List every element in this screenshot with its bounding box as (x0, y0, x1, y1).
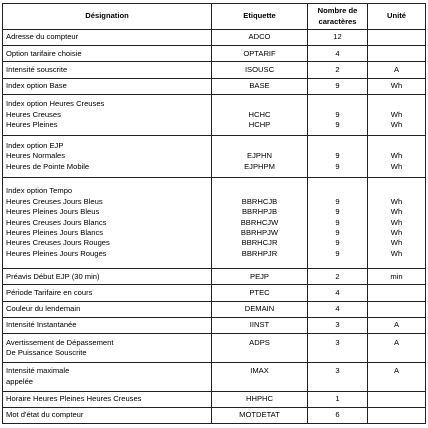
etiquette-cell (212, 62, 308, 78)
designation-cell-line: Préavis Début EJP (30 min) (6, 271, 100, 281)
designation-cell-line: Option tarifaire choisie (6, 48, 82, 58)
nombre-cell-line: 9 (335, 161, 340, 171)
nombre-cell-line: 3 (335, 366, 340, 376)
teleinfo-table (2, 3, 426, 424)
table-row (3, 285, 426, 301)
nombre-cell-line (311, 141, 364, 151)
etiquette-cell (212, 362, 308, 391)
nombre-cell-line: 1 (335, 393, 340, 403)
unite-cell (368, 136, 426, 177)
nombre-cell-line (311, 348, 364, 358)
etiquette-cell-line: PEJP (250, 271, 269, 281)
etiquette-cell-line: MOTDETAT (239, 410, 280, 420)
teleinfo-table-container (2, 3, 425, 424)
etiquette-cell-line: ADPS (249, 337, 270, 347)
unite-cell-line (371, 186, 422, 196)
designation-cell-line: Index option EJP (6, 140, 64, 150)
etiquette-cell-line: OPTARIF (243, 48, 276, 58)
designation-cell (3, 317, 212, 333)
unite-cell-line: A (393, 366, 400, 376)
unite-cell-line (371, 348, 422, 358)
etiquette-cell-line: EJPHPM (244, 161, 275, 171)
etiquette-cell (212, 269, 308, 285)
nombre-cell (308, 78, 368, 94)
designation-cell-line: Index option Base (6, 81, 67, 90)
table-row (3, 362, 426, 391)
table-row (3, 317, 426, 333)
nombre-cell-line: 9 (335, 248, 340, 258)
designation-cell-line: Heures de Pointe Mobile (6, 161, 90, 171)
table-row (3, 301, 426, 317)
designation-cell (3, 334, 212, 363)
designation-cell-line: Heures Creuses Jours Rouges (6, 238, 110, 248)
nombre-cell-line: 2 (335, 271, 340, 281)
unite-cell (368, 317, 426, 333)
etiquette-cell-line: BBRHCJB (241, 196, 278, 206)
unite-cell-line: Wh (390, 217, 403, 227)
etiquette-cell (212, 334, 308, 363)
designation-cell (3, 78, 212, 94)
nombre-cell (308, 30, 368, 46)
unite-cell-line (371, 288, 422, 298)
designation-cell (3, 30, 212, 46)
designation-cell-line: appelée (6, 376, 34, 386)
header-nombre (308, 4, 368, 30)
nombre-cell-line: 6 (335, 410, 340, 420)
designation-cell-line: Horaire Heures Pleines Heures Creuses (6, 393, 142, 403)
etiquette-cell-line: ADCO (248, 32, 271, 42)
header-nombre-line1: Nombre de (317, 6, 358, 16)
designation-cell (3, 301, 212, 317)
etiquette-cell-line: BBRHCJR (241, 238, 278, 248)
table-row (3, 78, 426, 94)
nombre-cell (308, 46, 368, 62)
table-row (3, 407, 426, 423)
designation-cell-line: Période Tarifaire en cours (6, 287, 93, 297)
designation-cell (3, 269, 212, 285)
unite-cell (368, 391, 426, 407)
designation-cell (3, 285, 212, 301)
nombre-cell-line: 2 (335, 64, 340, 74)
unite-cell-line: Wh (390, 161, 403, 171)
etiquette-cell-line: IINST (249, 320, 270, 330)
nombre-cell (308, 391, 368, 407)
etiquette-cell (212, 407, 308, 423)
nombre-cell (308, 62, 368, 78)
unite-cell (368, 362, 426, 391)
nombre-cell-line: 4 (335, 287, 340, 297)
table-row (3, 334, 426, 363)
unite-cell (368, 334, 426, 363)
nombre-cell (308, 177, 368, 269)
nombre-cell-line: 9 (335, 217, 340, 227)
etiquette-cell (212, 177, 308, 269)
unite-cell-line: Wh (390, 207, 403, 217)
nombre-cell-line (311, 377, 364, 387)
designation-cell-line: Heures Creuses Jours Bleus (6, 196, 103, 206)
designation-cell-line: Couleur du lendemain (6, 304, 81, 313)
table-row (3, 94, 426, 135)
unite-cell (368, 285, 426, 301)
unite-cell (368, 177, 426, 269)
unite-cell-line (371, 394, 422, 404)
table-body (3, 30, 426, 424)
etiquette-cell (212, 94, 308, 135)
designation-cell-line: Heures Pleines (6, 120, 58, 130)
table-row (3, 269, 426, 285)
unite-cell (368, 94, 426, 135)
unite-cell (368, 407, 426, 423)
unite-cell (368, 30, 426, 46)
table-row (3, 30, 426, 46)
nombre-cell (308, 407, 368, 423)
etiquette-cell (212, 317, 308, 333)
nombre-cell-line: 9 (335, 207, 340, 217)
etiquette-cell-line: IMAX (250, 366, 269, 376)
unite-cell-line (371, 377, 422, 387)
unite-cell-line: Wh (390, 81, 403, 90)
nombre-cell-line: 4 (335, 304, 340, 313)
table-row (3, 391, 426, 407)
nombre-cell (308, 301, 368, 317)
etiquette-cell-line (215, 99, 304, 109)
etiquette-cell (212, 136, 308, 177)
nombre-cell-line: 9 (335, 228, 340, 238)
unite-cell-line: Wh (390, 238, 403, 248)
nombre-cell-line (311, 99, 364, 109)
etiquette-cell-line: ISOUSC (244, 64, 275, 74)
nombre-cell (308, 269, 368, 285)
nombre-cell-line: 9 (335, 109, 340, 119)
designation-cell-line: Heures Creuses (6, 109, 61, 119)
etiquette-cell-line: HCHC (248, 109, 271, 119)
designation-cell-line: Index option Tempo (6, 186, 73, 196)
unite-cell-line: A (393, 320, 400, 330)
etiquette-cell-line: DEMAIN (244, 304, 275, 313)
nombre-cell (308, 136, 368, 177)
table-row (3, 177, 426, 269)
designation-cell-line: Intensité Instantanée (6, 320, 77, 330)
designation-cell-line: Heures Normales (6, 151, 66, 161)
designation-cell (3, 362, 212, 391)
designation-cell (3, 62, 212, 78)
designation-cell (3, 177, 212, 269)
unite-cell-line: Wh (390, 228, 403, 238)
header-row (3, 4, 426, 30)
etiquette-cell (212, 30, 308, 46)
etiquette-cell (212, 78, 308, 94)
nombre-cell-line: 9 (335, 151, 340, 161)
etiquette-cell-line: PTEC (249, 287, 270, 297)
designation-cell-line: Adresse du compteur (6, 32, 79, 42)
table-row (3, 136, 426, 177)
etiquette-cell (212, 46, 308, 62)
nombre-cell-line: 12 (333, 32, 342, 42)
unite-cell (368, 269, 426, 285)
designation-cell (3, 136, 212, 177)
nombre-cell (308, 362, 368, 391)
unite-cell-line: Wh (390, 196, 403, 206)
unite-cell-line (371, 32, 422, 42)
designation-cell-line: Heures Pleines Jours Blancs (6, 228, 104, 238)
designation-cell-line: Intensité maximale (6, 366, 70, 376)
table-row (3, 46, 426, 62)
nombre-cell-line: 4 (335, 48, 340, 58)
unite-cell (368, 78, 426, 94)
designation-cell (3, 46, 212, 62)
table-row (3, 62, 426, 78)
designation-cell (3, 391, 212, 407)
nombre-cell (308, 317, 368, 333)
designation-cell-line: Heures Creuses Jours Blancs (6, 217, 107, 227)
nombre-cell-line: 9 (335, 120, 340, 130)
designation-cell-line: Heures Pleines Jours Rouges (6, 248, 107, 258)
designation-cell (3, 407, 212, 423)
unite-cell-line: Wh (390, 120, 403, 130)
unite-cell-line (371, 410, 422, 420)
nombre-cell (308, 334, 368, 363)
unite-cell-line: Wh (390, 151, 403, 161)
nombre-cell (308, 94, 368, 135)
etiquette-cell-line: HHPHC (245, 393, 273, 403)
etiquette-cell-line: BBRHPJB (241, 207, 278, 217)
etiquette-cell-line (215, 186, 304, 196)
nombre-cell-line: 3 (335, 320, 340, 330)
etiquette-cell-line: BBRHPJW (240, 228, 279, 238)
header-etiquette: Etiquette (212, 4, 308, 30)
etiquette-cell (212, 391, 308, 407)
header-unite: Unité (368, 4, 426, 30)
designation-cell-line: De Puissance Souscrite (6, 347, 87, 357)
nombre-cell-line: 3 (335, 337, 340, 347)
unite-cell-line (371, 141, 422, 151)
designation-cell-line: Intensité souscrite (6, 64, 68, 74)
unite-cell (368, 62, 426, 78)
nombre-cell-line (311, 186, 364, 196)
etiquette-cell (212, 285, 308, 301)
etiquette-cell-line: BBRHCJW (240, 217, 279, 227)
header-nombre-line2: caractères (318, 16, 357, 26)
unite-cell-line: min (390, 271, 403, 281)
header-designation: Désignation (3, 4, 212, 30)
unite-cell (368, 46, 426, 62)
designation-cell-line: Mot d'état du compteur (6, 410, 84, 420)
etiquette-cell-line (215, 348, 304, 358)
unite-cell-line (371, 304, 422, 314)
unite-cell-line: A (393, 337, 400, 347)
etiquette-cell-line: HCHP (248, 120, 271, 130)
etiquette-cell-line (215, 377, 304, 387)
etiquette-cell (212, 301, 308, 317)
unite-cell-line (371, 99, 422, 109)
nombre-cell-line: 9 (335, 238, 340, 248)
nombre-cell (308, 285, 368, 301)
unite-cell-line: Wh (390, 248, 403, 258)
etiquette-cell-line (215, 141, 304, 151)
designation-cell-line: Index option Heures Creuses (6, 99, 105, 109)
etiquette-cell-line: BASE (249, 81, 270, 90)
designation-cell-line: Heures Pleines Jours Bleus (6, 207, 100, 217)
etiquette-cell-line: BBRHPJR (241, 248, 278, 258)
designation-cell-line: Avertissement de Dépassement (6, 337, 114, 347)
nombre-cell-line: 9 (335, 196, 340, 206)
etiquette-cell-line: EJPHN (247, 151, 272, 161)
unite-cell-line: A (393, 64, 400, 74)
designation-cell (3, 94, 212, 135)
unite-cell-line (371, 49, 422, 59)
nombre-cell-line: 9 (335, 81, 340, 90)
unite-cell (368, 301, 426, 317)
unite-cell-line: Wh (390, 109, 403, 119)
